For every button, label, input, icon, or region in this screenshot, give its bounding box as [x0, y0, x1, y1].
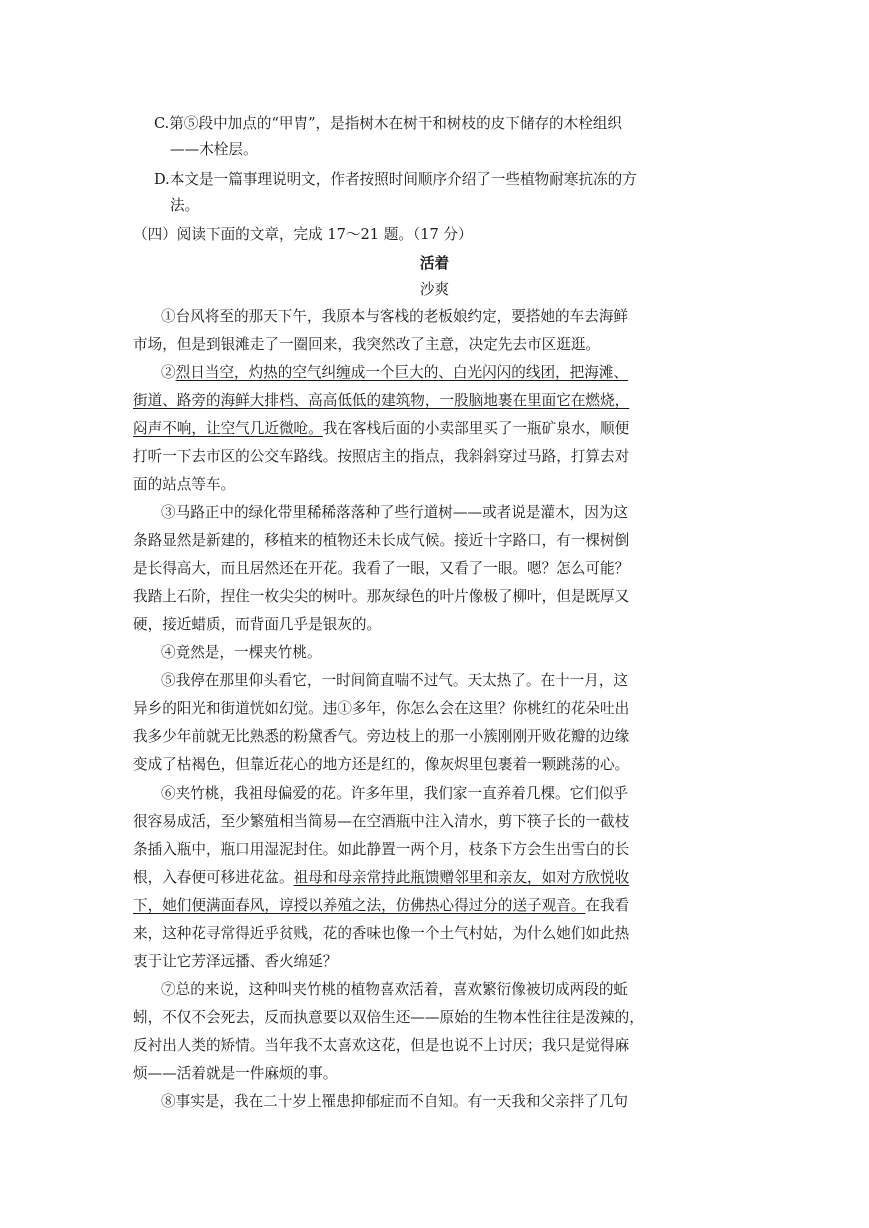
section-header: （四）阅读下面的文章，完成 17～21 题。（17 分）	[133, 226, 473, 243]
option-c-continuation: ——木栓层。	[170, 141, 258, 158]
underlined-sentence-1a: 烈日当空，灼热的空气纠缠成一个巨大的、白光闪闪的线团，把海滩、	[175, 364, 629, 381]
paragraph-5-line-3: 我多少年前就无比熟悉的粉黛香气。旁边枝上的那一小簇刚刚开败花瓣的边缘	[133, 728, 630, 745]
paragraph-2-marker: ②	[161, 364, 176, 381]
paragraph-6-line-4	[133, 868, 629, 888]
option-d: D.本文是一篇事理说明文，作者按照时间顺序介绍了一些植物耐寒抗冻的方	[154, 171, 637, 188]
paragraph-3-line-1: ③马路正中的绿化带里稀稀落落种了些行道树——或者说是灌木，因为这	[161, 504, 629, 521]
paragraph-7-line-1: ⑦总的来说，这种叫夹竹桃的植物喜欢活着，喜欢繁衍像被切成两段的蚯	[161, 981, 629, 998]
paragraph-6-line-3: 条插入瓶中，瓶口用湿泥封住。如此静置一两个月，枝条下方会生出雪白的长	[133, 841, 630, 858]
paragraph-2-line-5: 面的站点等车。	[133, 476, 236, 493]
paragraph-3-line-5: 硬，接近蜡质，而背面几乎是银灰的。	[133, 616, 382, 633]
paragraph-7-line-4: 烦——活着就是一件麻烦的事。	[133, 1065, 338, 1082]
paragraph-1-line-1: ①台风将至的那天下午，我原本与客栈的老板娘约定，要搭她的车去海鲜	[161, 308, 629, 325]
paragraph-6-line-5	[133, 896, 629, 916]
paragraph-8-line-1: ⑧事实是，我在二十岁上罹患抑郁症而不自知。有一天我和父亲拌了几句	[161, 1093, 629, 1110]
paragraph-2-text: 我在客栈后面的小卖部里买了一瓶矿泉水，顺便	[322, 420, 630, 437]
paragraph-7-line-3: 反衬出人类的矫情。当年我不太喜欢这花，但是也说不上讨厌；我只是觉得麻	[133, 1037, 630, 1054]
underlined-sentence-1b: 街道、路旁的海鲜大排档、高高低低的建筑物，一股脑地裹在里面它在燃烧，	[133, 392, 630, 409]
underlined-sentence-1c: 闷声不响，让空气几近微呛。	[133, 420, 323, 437]
paragraph-6-line-1: ⑥夹竹桃，我祖母偏爱的花。许多年里，我们家一直养着几棵。它们似乎	[161, 785, 629, 802]
paragraph-5-line-4: 变成了枯褐色，但靠近花心的地方还是红的，像灰烬里包裹着一颗跳荡的心。	[133, 756, 630, 773]
paragraph-2-line-1	[161, 363, 628, 383]
paragraph-6-text-b: 在我看	[585, 897, 630, 914]
paragraph-2-line-3	[133, 419, 629, 439]
paragraph-6-line-6: 来，这种花寻常得近乎贫贱，花的香味也像一个土气村姑，为什么她们如此热	[133, 925, 630, 942]
article-title: 活着	[419, 255, 450, 272]
paragraph-3-line-3: 是长得高大，而且居然还在开花。我看了一眼，又看了一眼。嗯？怎么可能？	[133, 560, 630, 577]
paragraph-5-line-1: ⑤我停在那里仰头看它，一时间简直喘不过气。天太热了。在十一月，这	[161, 672, 629, 689]
paragraph-5-line-2: 异乡的阳光和街道恍如幻觉。违①多年，你怎么会在这里？你桃红的花朵吐出	[133, 700, 630, 717]
option-d-continuation: 法。	[170, 197, 200, 214]
paragraph-6-line-2: 很容易成活，至少繁殖相当简易—在空酒瓶中注入清水，剪下筷子长的一截枝	[133, 813, 630, 830]
article-author: 沙爽	[419, 281, 450, 298]
paragraph-7-line-2: 蚓，不仅不会死去，反而执意要以双倍生还——原始的生物本性往往是泼辣的，	[133, 1009, 644, 1026]
paragraph-1-line-2: 市场，但是到银滩走了一圈回来，我突然改了主意，决定先去市区逛逛。	[133, 336, 601, 353]
paragraph-3-line-2: 条路显然是新建的，移植来的植物还未长成气候。接近十字路口，有一棵树倒	[133, 532, 630, 549]
underlined-sentence-2a: 祖母和母亲常持此瓶馈赠邻里和亲友，如对方欣悦收	[293, 869, 630, 886]
paragraph-2-line-2	[133, 391, 629, 411]
paragraph-2-line-4: 打听一下去市区的公交车路线。按照店主的指点，我斜斜穿过马路，打算去对	[133, 448, 630, 465]
underlined-sentence-2b: 下，她们便满面春风，谆授以养殖之法，仿佛热心得过分的送子观音。	[133, 897, 586, 914]
option-c: C.第⑤段中加点的“甲胄”，是指树木在树干和树枝的皮下储存的木栓组织	[154, 115, 623, 132]
paragraph-3-line-4: 我踏上石阶，捏住一枚尖尖的树叶。那灰绿色的叶片像极了柳叶，但是既厚又	[133, 588, 630, 605]
paragraph-4: ④竟然是，一棵夹竹桃。	[161, 644, 322, 661]
paragraph-6-text-a: 根，入春便可移进花盆。	[133, 869, 294, 886]
paragraph-6-line-7: 衷于让它芳泽远播、香火绵延？	[133, 953, 338, 970]
